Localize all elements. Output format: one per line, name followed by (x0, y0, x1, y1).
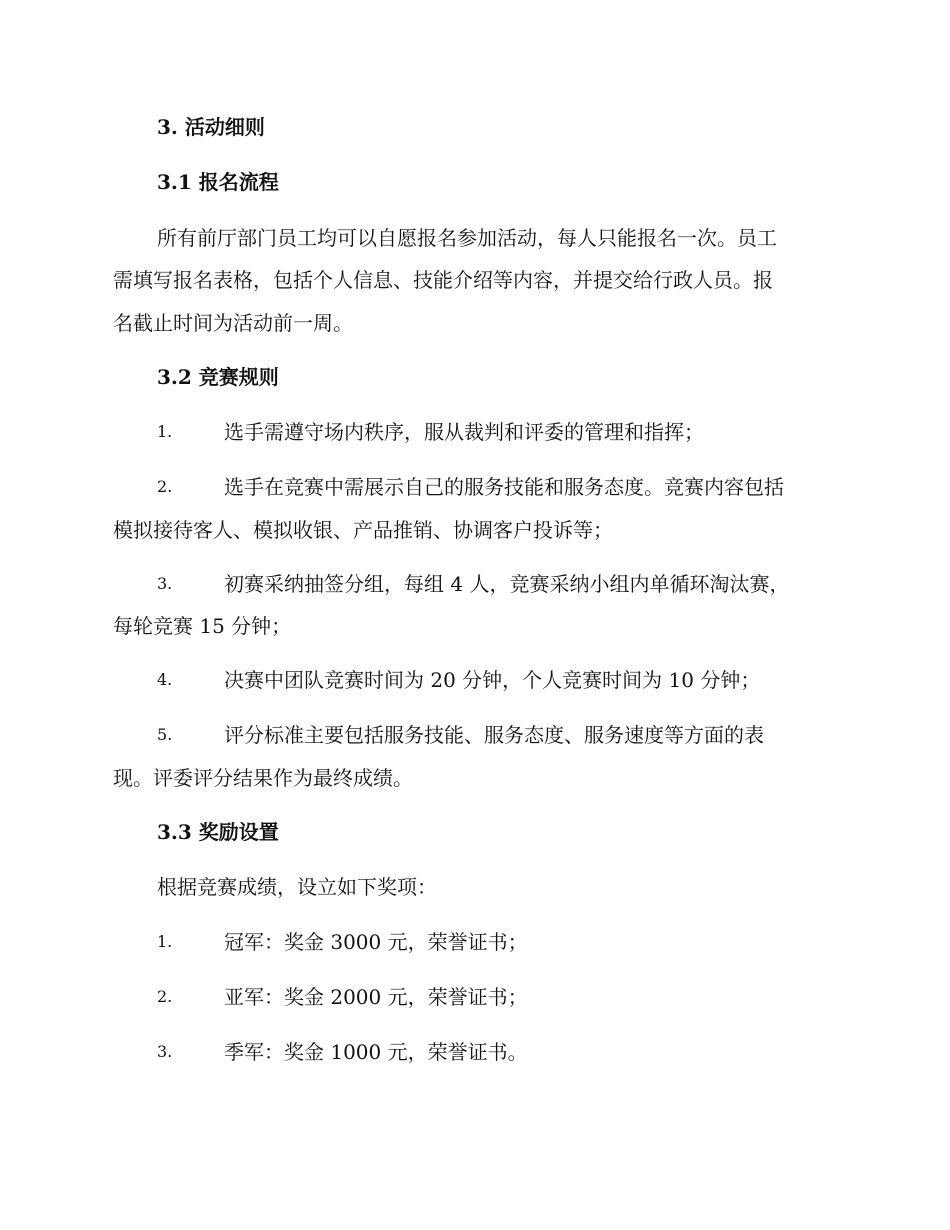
awards-intro: 根据竞赛成绩，设立如下奖项： (157, 875, 437, 899)
registration-paragraph-line-1: 所有前厅部门员工均可以自愿报名参加活动，每人只能报名一次。员工 (157, 226, 777, 250)
rules-heading: 3.2 竞赛规则 (157, 365, 279, 389)
award-3-number: 3. (157, 1042, 173, 1061)
rule-1-number: 1. (157, 422, 173, 441)
rule-3-text-line-2: 每轮竞赛 15 分钟； (113, 614, 292, 638)
award-3-text: 季军：奖金 1000 元，荣誉证书。 (224, 1040, 528, 1064)
rule-1-text: 选手需遵守场内秩序，服从裁判和评委的管理和指挥； (224, 420, 704, 444)
rule-5-number: 5. (157, 725, 173, 744)
rule-2-number: 2. (157, 477, 173, 496)
rule-4-number: 4. (157, 670, 173, 689)
rule-3-text-line-1: 初赛采纳抽签分组，每组 4 人，竞赛采纳小组内单循环淘汰赛， (224, 572, 790, 596)
rule-4-text: 决赛中团队竞赛时间为 20 分钟，个人竞赛时间为 10 分钟； (224, 668, 761, 692)
registration-paragraph-line-3: 名截止时间为活动前一周。 (113, 311, 353, 335)
rule-2-text-line-2: 模拟接待客人、模拟收银、产品推销、协调客户投诉等； (113, 518, 613, 542)
award-1-number: 1. (157, 932, 173, 951)
awards-heading: 3.3 奖励设置 (157, 820, 279, 844)
rule-5-text-line-1: 评分标准主要包括服务技能、服务态度、服务速度等方面的表 (224, 723, 764, 747)
award-1-text: 冠军：奖金 3000 元，荣誉证书； (224, 930, 528, 954)
rule-3-number: 3. (157, 574, 173, 593)
rule-5-text-line-2: 现。评委评分结果作为最终成绩。 (113, 766, 413, 790)
section-title: 3. 活动细则 (157, 115, 265, 139)
award-2-text: 亚军：奖金 2000 元，荣誉证书； (224, 985, 528, 1009)
award-2-number: 2. (157, 987, 173, 1006)
registration-heading: 3.1 报名流程 (157, 170, 279, 194)
registration-paragraph-line-2: 需填写报名表格，包括个人信息、技能介绍等内容，并提交给行政人员。报 (113, 268, 773, 292)
rule-2-text-line-1: 选手在竞赛中需展示自己的服务技能和服务态度。竞赛内容包括 (224, 475, 784, 499)
